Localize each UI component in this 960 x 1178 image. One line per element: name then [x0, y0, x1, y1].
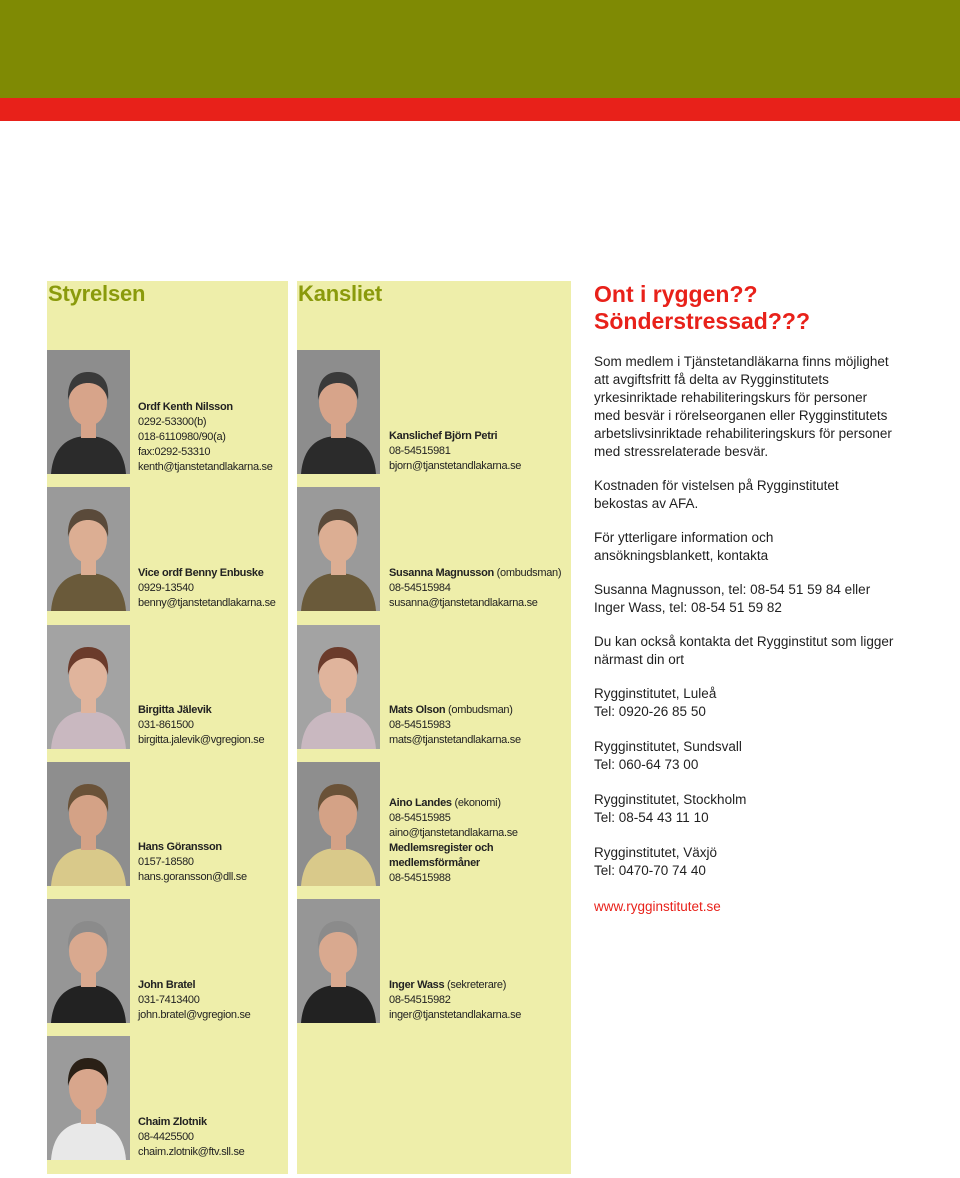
staff-role: (ekonomi) — [451, 797, 501, 809]
portrait-photo — [47, 762, 130, 886]
portrait-silhouette — [47, 625, 130, 749]
portrait-photo — [47, 899, 130, 1023]
staff-email[interactable]: inger@tjanstetandlakarna.se — [389, 1009, 522, 1021]
portrait-photo — [297, 487, 380, 611]
member-phone: 0292-53300(b) — [138, 416, 207, 428]
member-email[interactable]: chaim.zlotnik@ftv.sll.se — [138, 1146, 245, 1158]
member-phone: 018-6110980/90(a) — [138, 431, 226, 443]
member-name: Ordf Kenth Nilsson — [138, 401, 233, 413]
info-title-line1: Ont i ryggen?? — [594, 281, 758, 307]
kansliet-heading: Kansliet — [298, 281, 382, 306]
member-phone: 031-861500 — [138, 719, 194, 731]
location-tel: Tel: 08-54 43 11 10 — [594, 810, 709, 825]
portrait-silhouette — [297, 487, 380, 611]
staff-email[interactable]: susanna@tjanstetandlakarna.se — [389, 597, 538, 609]
top-red-band — [0, 98, 960, 121]
top-olive-band — [0, 0, 960, 98]
portrait-photo — [47, 350, 130, 474]
styrelsen-heading: Styrelsen — [48, 281, 146, 306]
staff-email[interactable]: bjorn@tjanstetandlakarna.se — [389, 460, 522, 472]
member-name: Birgitta Jälevik — [138, 704, 212, 716]
member-card — [138, 840, 247, 885]
contact-line: Susanna Magnusson, tel: 08-54 51 59 84 eller — [594, 582, 871, 597]
portrait-photo — [47, 487, 130, 611]
staff-phone: 08-54515982 — [389, 994, 451, 1006]
portrait-silhouette — [47, 1036, 130, 1160]
member-register-phone: 08-54515988 — [389, 872, 451, 884]
member-register-label: medlemsförmåner — [389, 857, 480, 869]
staff-email[interactable]: mats@tjanstetandlakarna.se — [389, 734, 521, 746]
portrait-silhouette — [297, 350, 380, 474]
info-paragraph: Du kan också kontakta det Rygginstitut som ligger närmast din ort — [594, 634, 894, 667]
staff-name: Aino Landes — [389, 797, 452, 809]
member-card — [138, 703, 264, 748]
staff-card — [389, 429, 521, 474]
member-card — [138, 566, 276, 611]
member-name: Chaim Zlotnik — [138, 1116, 207, 1128]
info-title-line2: Sönderstressad??? — [594, 308, 810, 334]
staff-name: Inger Wass — [389, 979, 445, 991]
location-name: Rygginstitutet, Stockholm — [594, 792, 747, 807]
member-fax: fax:0292-53310 — [138, 446, 211, 458]
member-phone: 0929-13540 — [138, 582, 194, 594]
staff-role: (ombudsman) — [445, 704, 513, 716]
member-email[interactable]: benny@tjanstetandlakarna.se — [138, 597, 276, 609]
member-email[interactable]: john.bratel@vgregion.se — [138, 1009, 251, 1021]
portrait-photo — [47, 625, 130, 749]
portrait-photo — [47, 1036, 130, 1160]
member-name: John Bratel — [138, 979, 196, 991]
portrait-silhouette — [297, 625, 380, 749]
portrait-photo — [297, 625, 380, 749]
website-link[interactable]: www.rygginstitutet.se — [594, 899, 721, 914]
info-paragraph: För ytterligare information och ansökningsblankett, kontakta — [594, 530, 774, 563]
member-card — [138, 400, 273, 475]
info-paragraph: Kostnaden för vistelsen på Rygginstitutet bekostas av AFA. — [594, 478, 839, 511]
staff-name: Mats Olson — [389, 704, 446, 716]
member-name: Hans Göransson — [138, 841, 222, 853]
portrait-silhouette — [297, 899, 380, 1023]
staff-card — [389, 703, 521, 748]
location-tel: Tel: 0470-70 74 40 — [594, 863, 706, 878]
member-email[interactable]: hans.goransson@dll.se — [138, 871, 247, 883]
staff-role: (ombudsman) — [493, 567, 562, 579]
portrait-silhouette — [47, 487, 130, 611]
staff-card — [389, 978, 521, 1023]
member-email[interactable]: birgitta.jalevik@vgregion.se — [138, 734, 265, 746]
staff-name: Susanna Magnusson — [389, 567, 494, 579]
location-tel: Tel: 0920-26 85 50 — [594, 704, 706, 719]
staff-name: Kanslichef Björn Petri — [389, 430, 498, 442]
member-card — [138, 978, 251, 1023]
location-name: Rygginstitutet, Växjö — [594, 845, 718, 860]
member-phone: 031-7413400 — [138, 994, 200, 1006]
staff-phone: 08-54515981 — [389, 445, 451, 457]
portrait-silhouette — [47, 350, 130, 474]
portrait-photo — [297, 762, 380, 886]
member-name: Vice ordf Benny Enbuske — [138, 567, 264, 579]
member-phone: 08-4425500 — [138, 1131, 194, 1143]
location-name: Rygginstitutet, Luleå — [594, 686, 717, 701]
staff-phone: 08-54515985 — [389, 812, 451, 824]
portrait-photo — [297, 350, 380, 474]
staff-card — [389, 566, 561, 611]
portrait-silhouette — [297, 762, 380, 886]
location-name: Rygginstitutet, Sundsvall — [594, 739, 742, 754]
contact-line: Inger Wass, tel: 08-54 51 59 82 — [594, 600, 782, 615]
member-email[interactable]: kenth@tjanstetandlakarna.se — [138, 461, 273, 473]
staff-card — [389, 796, 518, 886]
info-paragraph: Som medlem i Tjänstetandläkarna finns möjlighet att avgiftsfritt få delta av Rygginstitutets yrkesinriktade rehabiliteringskurs för personer med besvär i rörelseorganen eller Rygginstitutets arbetslivsinriktade rehabiliteringskurs för personer med stressrelaterade besvär. — [594, 354, 892, 459]
info-column — [594, 281, 894, 916]
portrait-silhouette — [47, 899, 130, 1023]
staff-phone: 08-54515984 — [389, 582, 451, 594]
staff-role: (sekreterare) — [444, 979, 507, 991]
location-tel: Tel: 060-64 73 00 — [594, 757, 699, 772]
portrait-silhouette — [47, 762, 130, 886]
member-card — [138, 1115, 244, 1160]
member-phone: 0157-18580 — [138, 856, 194, 868]
staff-email[interactable]: aino@tjanstetandlakarna.se — [389, 827, 518, 839]
staff-phone: 08-54515983 — [389, 719, 451, 731]
portrait-photo — [297, 899, 380, 1023]
member-register-label: Medlemsregister och — [389, 842, 494, 854]
